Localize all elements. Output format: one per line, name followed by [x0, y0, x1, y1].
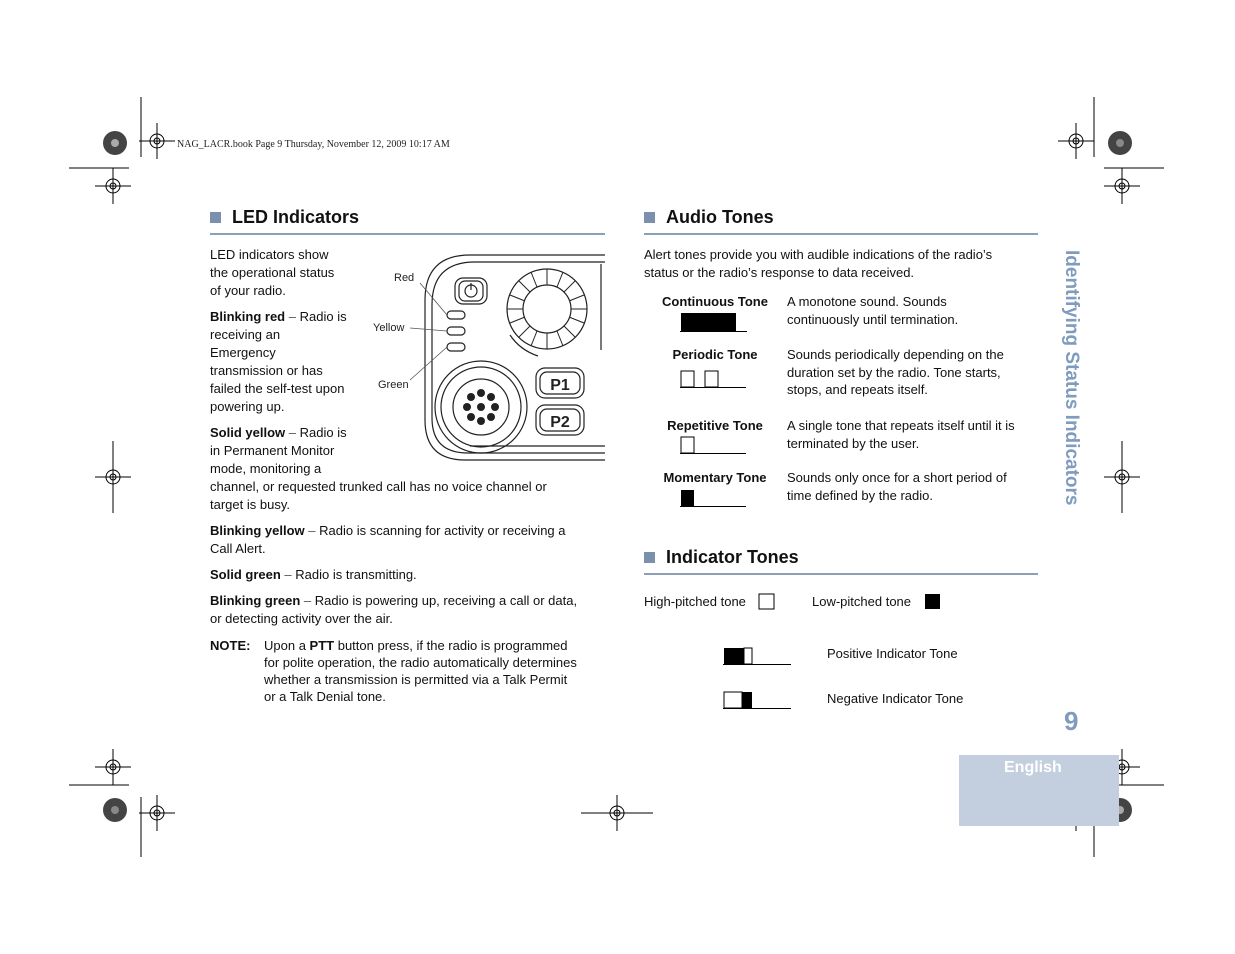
low-pitched-tone-icon: [924, 593, 942, 611]
negative-indicator-label: Negative Indicator Tone: [827, 691, 964, 706]
low-pitched-legend: Low-pitched tone: [812, 594, 912, 609]
chapter-side-title: Identifying Status Indicators: [1061, 250, 1082, 506]
section-bullet-icon: [644, 552, 655, 563]
repetitive-tone-icon: [680, 436, 750, 458]
negative-indicator-tone-icon: [723, 691, 793, 711]
p1-button-label: P1: [550, 377, 570, 394]
led-intro: LED indicators show the operational status of your radio.: [210, 247, 335, 298]
led-blinking-red: Blinking red – Radio is receiving an Emergency transmission or has failed the self-test upon powering up.: [210, 309, 347, 414]
p2-button-label: P2: [550, 414, 570, 431]
audio-section-title: Audio Tones: [644, 207, 774, 228]
yellow-led-label: Yellow: [373, 322, 405, 334]
led-solid-green: Solid green – Radio is transmitting.: [210, 567, 417, 582]
section-bullet-icon: [210, 212, 221, 223]
section-bullet-icon: [644, 212, 655, 223]
led-blinking-green: Blinking green – Radio is powering up, receiving a call or data, or detecting activity over the air.: [210, 593, 578, 626]
momentary-tone-icon: [680, 489, 750, 511]
green-led-label: Green: [378, 379, 409, 391]
led-note: NOTE: Upon a PTT button press, if the radio is programmed for polite operation, the radio automatically determines whether a transmission is permitted via a Talk Permit or a Talk Denial tone.: [210, 638, 577, 704]
page-number: 9: [1064, 706, 1079, 736]
red-led-label: Red: [394, 272, 415, 284]
led-title-rule: [210, 233, 605, 235]
positive-indicator-label: Positive Indicator Tone: [827, 646, 958, 661]
led-solid-yellow: Solid yellow – Radio is in Permanent Monitor mode, monitoring a channel, or requested trunked call has no voice channel or target is busy.: [210, 425, 547, 512]
audio-intro: Alert tones provide you with audible indications of the radio’s status or the radio’s response to data received.: [644, 247, 993, 280]
audio-title-rule: [644, 233, 1038, 235]
language-tab-label: English: [1004, 759, 1062, 776]
led-section-title: LED Indicators: [210, 207, 359, 228]
language-tab: [959, 755, 1119, 826]
positive-indicator-tone-icon: [723, 647, 793, 667]
print-header: NAG_LACR.book Page 9 Thursday, November 12, 2009 10:17 AM: [177, 139, 450, 150]
led-blinking-yellow: Blinking yellow – Radio is scanning for activity or receiving a Call Alert.: [210, 523, 566, 556]
high-pitched-legend: High-pitched tone: [644, 594, 746, 609]
indicator-title-rule: [644, 573, 1038, 575]
continuous-tone-icon: [680, 312, 750, 334]
periodic-tone-icon: [680, 370, 750, 392]
indicator-section-title: Indicator Tones: [644, 547, 799, 568]
high-pitched-tone-icon: [758, 593, 776, 611]
